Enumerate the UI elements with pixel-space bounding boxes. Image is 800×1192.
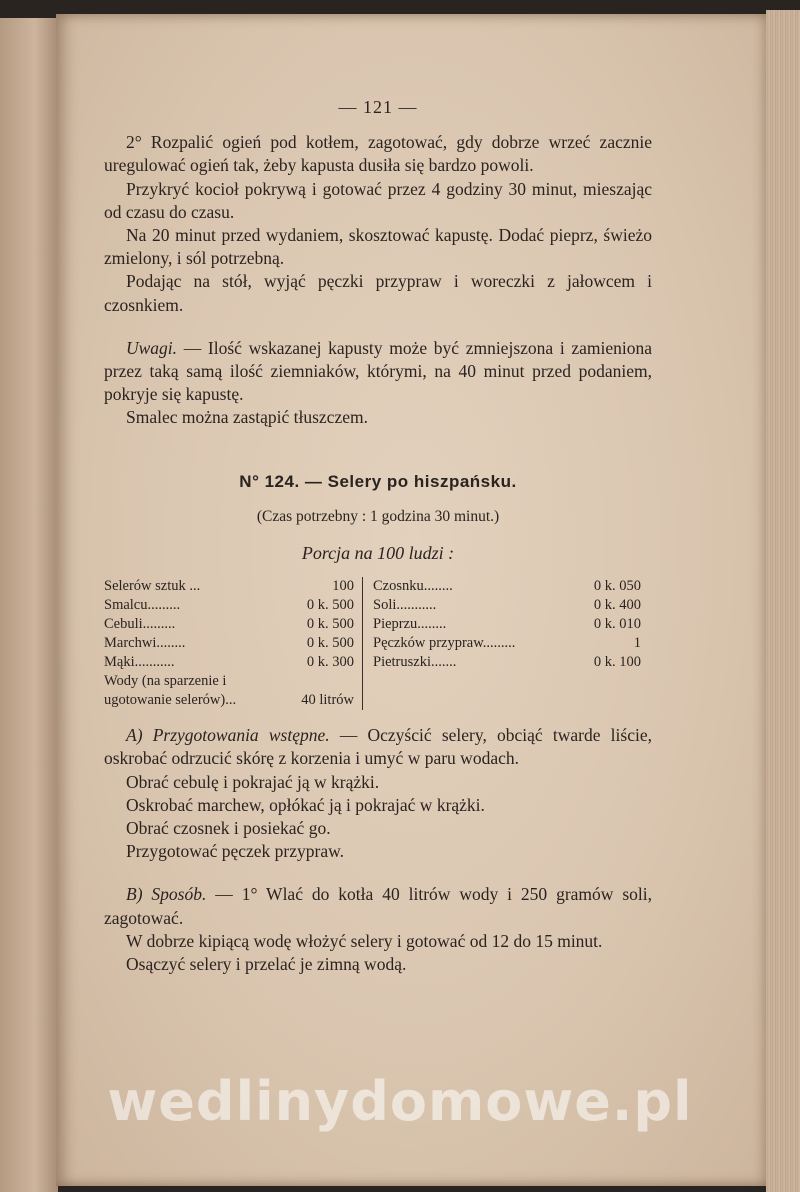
section-a-paragraph: A) Przygotowania wstępne. — Oczyścić selery, obciąć twarde liście, oskrobać odrzucić skórę z korzenia i umyć w paru wodach.	[104, 725, 652, 769]
paragraph: Oskrobać marchew, opłókać ją i pokrajać w krążki.	[126, 794, 485, 815]
paragraph: Na 20 minut przed wydaniem, skosztować kapustę. Dodać pieprz, świeżo zmielony, i sól potrzebną.	[104, 225, 652, 269]
notes-text: — Ilość wskazanej kapusty może być zmniejszona i zamieniona przez taką samą ilość ziemniaków, którymi, na 40 minut przed podaniem, pokryje się kapustę.	[104, 337, 652, 405]
section-a-label: A) Przygotowania wstępne.	[126, 725, 330, 746]
ingredient-row: Pieprzu........ 0 k. 010	[373, 616, 641, 633]
ingredient-row: Pietruszki....... 0 k. 100	[373, 654, 641, 671]
ingredient-row: Wody (na sparzenie i ugotowanie selerów)... 40 litrów	[104, 673, 354, 709]
ingredient-row: Mąki........... 0 k. 300	[104, 654, 354, 671]
paragraph: Obrać czosnek i posiekać go.	[126, 818, 331, 839]
paragraph: W dobrze kipiącą wodę włożyć selery i gotować od 12 do 15 minut.	[126, 930, 603, 951]
ingredient-row: Soli........... 0 k. 400	[373, 597, 641, 614]
section-b-label: B) Sposób.	[126, 884, 207, 905]
paragraph: Przykryć kocioł pokrywą i gotować przez 4 godziny 30 minut, mieszając od czasu do czasu.	[104, 178, 652, 222]
ingredients-left-column	[104, 577, 363, 710]
page-stack-edge	[766, 10, 800, 1192]
notes-label: Uwagi.	[126, 337, 178, 358]
ingredient-row: Selerów sztuk ... 100	[104, 578, 354, 595]
ingredients-table	[104, 577, 652, 710]
paragraph: Podając na stół, wyjąć pęczki przypraw i woreczki z jałowcem i czosnkiem.	[104, 271, 652, 315]
notes-paragraph	[104, 337, 652, 407]
watermark: wedlinydomowe.pl	[107, 1070, 693, 1133]
ingredient-row: Marchwi........ 0 k. 500	[104, 635, 354, 652]
recipe-time: (Czas potrzebny : 1 godzina 30 minut.)	[256, 507, 500, 525]
paragraph: Osączyć selery i przelać je zimną wodą.	[126, 954, 407, 975]
page-content	[104, 96, 652, 976]
paragraph: Obrać cebulę i pokrajać ją w krążki.	[126, 771, 380, 792]
notes-extra: Smalec można zastąpić tłuszczem.	[126, 407, 368, 428]
page-number: — 121 —	[338, 97, 418, 117]
paragraph: Przygotować pęczek przypraw.	[126, 841, 344, 862]
ingredients-right-column	[363, 577, 641, 710]
ingredient-row: Pęczków przypraw......... 1	[373, 635, 641, 652]
section-b-paragraph: B) Sposób. — 1° Wlać do kotła 40 litrów wody i 250 gramów soli, zagotować.	[104, 884, 652, 928]
paragraph: 2° Rozpalić ogień pod kotłem, zagotować, gdy dobrze wrzeć zacznie uregulować ogień tak, żeby kapusta dusiła się bardzo powoli.	[104, 132, 652, 176]
ingredient-row: Smalcu......... 0 k. 500	[104, 597, 354, 614]
left-page-edge	[0, 18, 58, 1192]
ingredient-row: Czosnku........ 0 k. 050	[373, 578, 641, 595]
recipe-title: N° 124. — Selery po hiszpańsku.	[239, 471, 517, 491]
recipe-portion: Porcja na 100 ludzi :	[301, 543, 455, 564]
ingredient-row: Cebuli......... 0 k. 500	[104, 616, 354, 633]
